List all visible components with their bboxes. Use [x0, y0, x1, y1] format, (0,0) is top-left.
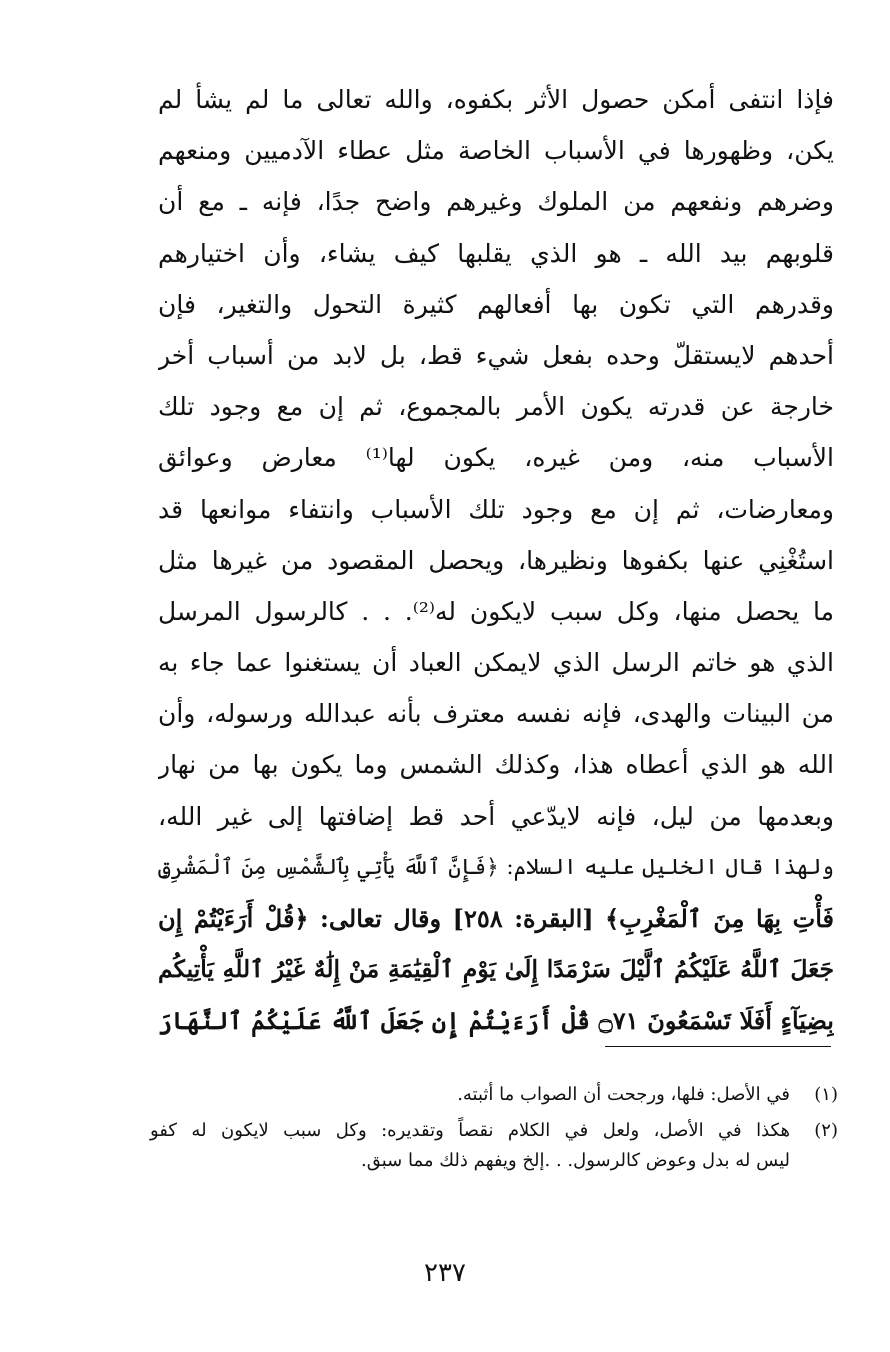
- text-line: يكن، وظهورها في الأسباب الخاصة مثل عطاء الآدميين ومنعهم: [158, 136, 834, 166]
- footnote-line: ليس له بدل وعوض كالرسول. . .إلخ ويفهم ذلك مما سبق.: [361, 1150, 790, 1171]
- footnote-text: [150, 1116, 790, 1176]
- text-line: وقدرهم التي تكون بها أفعالهم كثيرة التحول والتغير، فإن: [158, 289, 834, 319]
- text-line: استُغْنِي عنها بكفوها ونظيرها، ويحصل المقصود من غيرها مثل: [158, 545, 834, 575]
- text-line: الأسباب منه، ومن غيره، يكون لها⁽¹⁾ معارض وعوائق: [158, 443, 834, 473]
- text-line: ومعارضات، ثم إن مع وجود تلك الأسباب وانتفاء موانعها قد: [158, 494, 834, 524]
- footnote-2: [150, 1116, 838, 1176]
- quran-verse-line: فَأْتِ بِهَا مِنَ ٱلْمَغْرِبِ﴾ [البقرة: ٢٥٨] وقال تعالى: ﴿قُلْ أَرَءَيْتُمْ إِن: [158, 904, 834, 933]
- text-line: ما يحصل منها، وكل سبب لايكون له⁽²⁾. . . كالرسول المرسل: [158, 596, 834, 626]
- footnote-text: [150, 1080, 790, 1110]
- footnotes: [150, 1080, 838, 1176]
- text-line: وضرهم ونفعهم من الملوك وغيرهم واضح جدًا، فإنه ـ مع أن: [158, 187, 834, 217]
- text-line: فإذا انتفى أمكن حصول الأثر بكفوه، والله تعالى ما لم يشأ لم: [158, 85, 834, 114]
- text-line: الذي هو خاتم الرسل الذي لايمكن العباد أن يستغنوا عما جاء به: [158, 648, 834, 678]
- footnote-number: (٢): [814, 1120, 838, 1141]
- footnote-number: (١): [814, 1084, 838, 1105]
- text-line: قلوبهم بيد الله ـ هو الذي يقلبها كيف يشاء، وأن اختيارهم: [158, 238, 834, 268]
- page-number: ٢٣٧: [424, 1258, 466, 1288]
- footnote-divider: [605, 1046, 831, 1047]
- text-line: الله هو الذي أعطاه هذا، وكذلك الشمس وما يكون بها من نهار: [158, 750, 834, 780]
- quran-verse-line: بِضِيَآءٍ أَفَلَا تَسْمَعُونَ ۝٧١ قُلْ أَرَءَيْتُمْ إِن جَعَلَ ٱللَّهُ عَلَيْكُمُ ٱلنَّهَارَ: [158, 1006, 834, 1036]
- text-line: أحدهم لايستقلّ وحده بفعل شيء قط، بل لابد من أسباب أخر: [158, 340, 834, 370]
- footnote-line: هكذا في الأصل، ولعل في الكلام نقصاً وتقديره: وكل سبب لايكون له كفو: [150, 1120, 790, 1141]
- text-line: وبعدمها من ليل، فإنه لايدّعي أحد قط إضافتها إلى غير الله،: [158, 801, 834, 831]
- quran-verse-line: جَعَلَ ٱللَّهُ عَلَيْكُمُ ٱلَّيْلَ سَرْمَدًا إِلَىٰ يَوْمِ ٱلْقِيَٰمَةِ مَنْ إِلَٰهٌ غَيْرُ ٱللَّهِ يَأْتِيكُم: [158, 955, 834, 984]
- text-line: من البينات والهدى، فإنه نفسه معترف بأنه عبدالله ورسوله، وأن: [158, 699, 834, 729]
- text-line: خارجة عن قدرته يكون الأمر بالمجموع، ثم إن مع وجود تلك: [158, 392, 834, 422]
- text-line: ولهذا قال الخليل عليه السلام: ﴿فَإِنَّ ٱللَّهَ يَأْتِي بِٱلشَّمْسِ مِنَ ٱلْمَشْرِقِ: [158, 854, 834, 880]
- footnote-1: [150, 1080, 838, 1110]
- main-text: [158, 74, 834, 1047]
- footnote-line: في الأصل: فلها، ورجحت أن الصواب ما أثبته.: [457, 1084, 790, 1105]
